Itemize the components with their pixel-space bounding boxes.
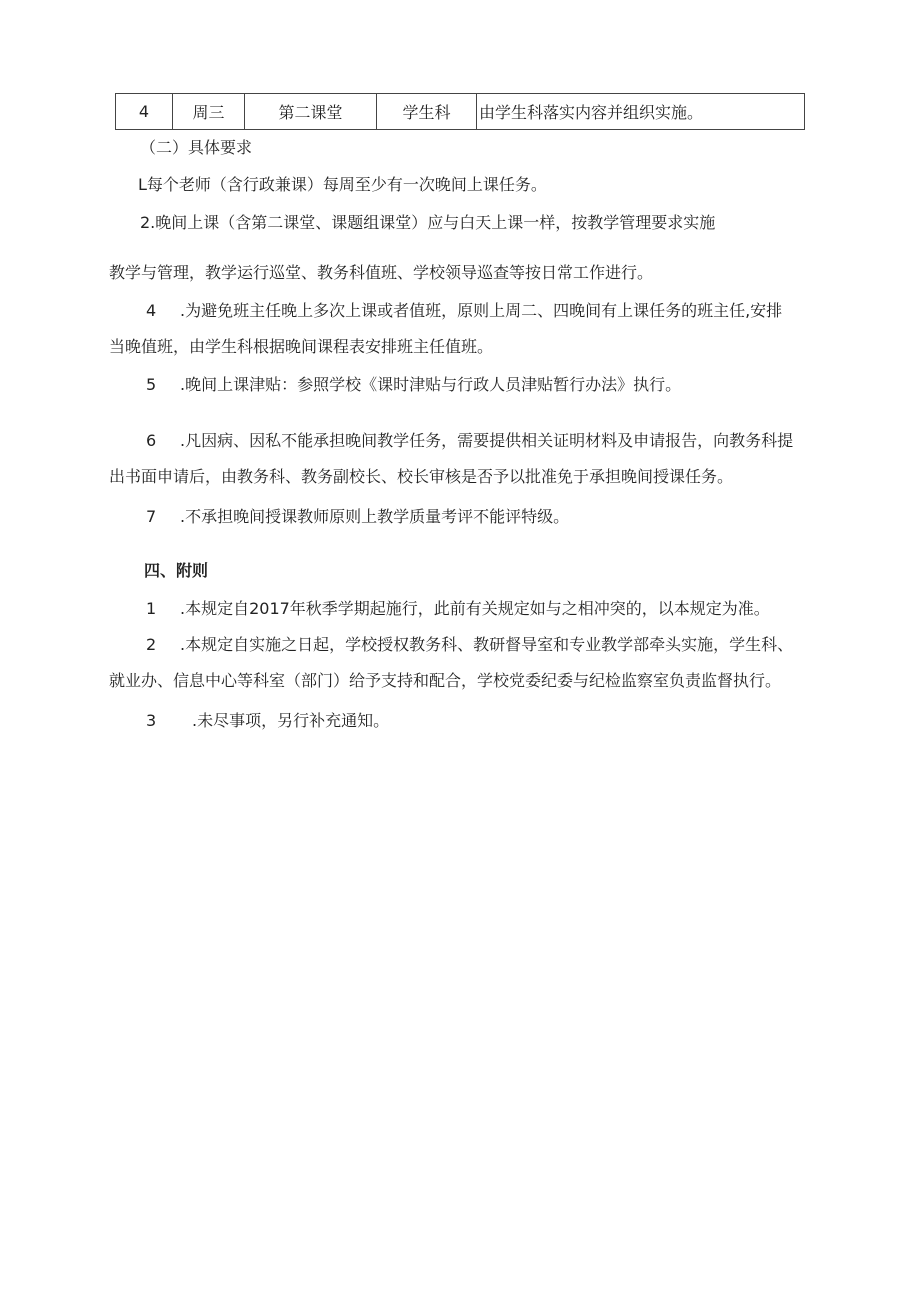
section-heading-appendix: 四、附则: [144, 561, 209, 580]
table-cell-day: 周三: [173, 94, 245, 129]
item-text: .晚间上课津贴：参照学校《课时津贴与行政人员津贴暂行办法》执行。: [180, 375, 682, 394]
requirement-item-4-line1: [146, 298, 782, 321]
item-number: 6: [146, 431, 157, 450]
requirement-item-7: [146, 504, 569, 527]
appendix-item-2-line1: [146, 632, 793, 655]
item-number: 1: [146, 599, 157, 618]
table-cell-department: 学生科: [377, 94, 477, 129]
table-cell-number: 4: [116, 94, 173, 129]
item-number: 5: [146, 375, 157, 394]
table-cell-activity: 第二课堂: [245, 94, 377, 129]
appendix-item-1: [146, 596, 770, 619]
requirement-item-6-line2: 出书面申请后，由教务科、教务副校长、校长审核是否予以批准免于承担晚间授课任务。: [109, 467, 734, 486]
appendix-item-3: [146, 708, 389, 731]
item-number: 3: [146, 711, 157, 730]
requirement-item-5: [146, 372, 681, 395]
item-number: 2: [146, 635, 157, 654]
item-text: .不承担晚间授课教师原则上教学质量考评不能评特级。: [180, 507, 570, 526]
item-text: .未尽事项，另行补充通知。: [192, 711, 390, 730]
item-text: .为避免班主任晚上多次上课或者值班，原则上周二、四晚间有上课任务的班主任,安排: [180, 301, 783, 320]
appendix-item-2-line2: 就业办、信息中心等科室（部门）给予支持和配合，学校党委纪委与纪检监察室负责监督执行。: [109, 671, 782, 690]
requirement-item-2-line2: 教学与管理，教学运行巡堂、教务科值班、学校领导巡查等按日常工作进行。: [109, 263, 654, 282]
item-text: .本规定自实施之日起，学校授权教务科、教研督导室和专业教学部牵头实施，学生科、: [180, 635, 794, 654]
requirement-item-2-line1: 2.晚间上课（含第二课堂、课题组课堂）应与白天上课一样，按教学管理要求实施: [140, 213, 716, 232]
item-text: .本规定自2017年秋季学期起施行，此前有关规定如与之相冲突的，以本规定为准。: [180, 599, 770, 618]
table-cell-description: 由学生科落实内容并组织实施。: [479, 103, 704, 122]
item-number: 4: [146, 301, 157, 320]
requirement-item-4-line2: 当晚值班，由学生科根据晚间课程表安排班主任值班。: [109, 337, 494, 356]
requirement-item-1: L每个老师（含行政兼课）每周至少有一次晚间上课任务。: [138, 175, 547, 194]
section-heading-requirements: （二）具体要求: [140, 138, 253, 157]
schedule-table-row: [115, 93, 805, 130]
item-text: .凡因病、因私不能承担晚间教学任务，需要提供相关证明材料及申请报告，向教务科提: [180, 431, 794, 450]
item-number: 7: [146, 507, 157, 526]
requirement-item-6-line1: [146, 428, 793, 451]
